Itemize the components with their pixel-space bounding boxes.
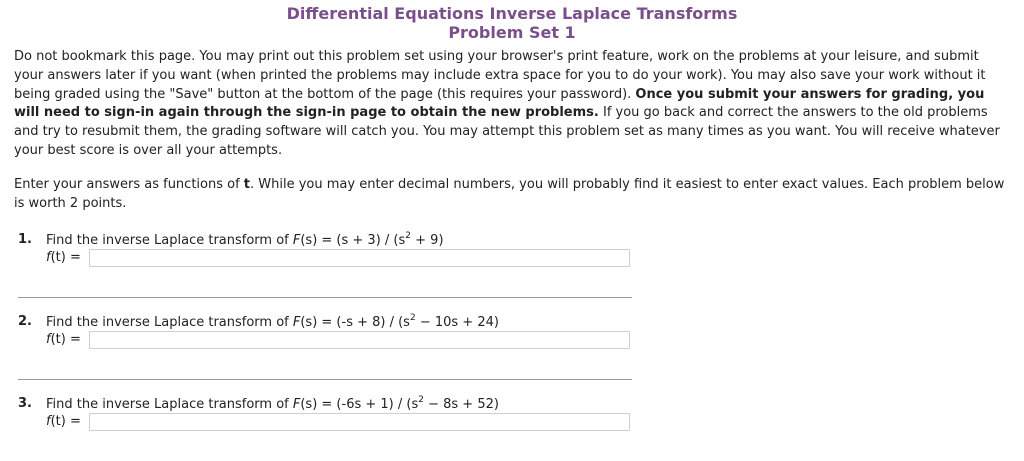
answer-input-3[interactable] [89, 413, 630, 431]
intro-text-2: If you go back and correct the answers to the old problems and try to resubmit them, the grading software will catch you. You may attempt this problem set as many times as you want. You will receive whatever your best score is over all your attempts. [14, 105, 1000, 158]
page-title: Differential Equations Inverse Laplace Transforms [286, 4, 738, 23]
answer-input-2[interactable] [89, 331, 630, 349]
problem-divider [18, 379, 632, 380]
instructions-variable: t [243, 177, 251, 192]
problem-statement: Find the inverse Laplace transform of $F(s) = (s + 3) / (s^2 + 9)$ [46, 230, 444, 248]
answer-label: f(t) = [46, 250, 81, 265]
problem-number: 2. [18, 314, 32, 329]
answer-row [46, 413, 89, 431]
answer-row [46, 249, 89, 267]
answer-label: f(t) = [46, 332, 81, 347]
problem-number: 3. [18, 396, 32, 411]
intro-bold-warning: Once you submit your answers for grading, you will need to sign-in again through the sign-in page to obtain the new problems. [14, 86, 985, 121]
problem-set-title: Problem Set 1 [448, 23, 576, 42]
answer-input-1[interactable] [89, 249, 630, 267]
problem-divider [18, 297, 632, 298]
page-header [0, 4, 1024, 42]
instructions-paragraph [14, 176, 1012, 214]
intro-paragraph [14, 48, 1012, 161]
problem-statement: Find the inverse Laplace transform of $F(s) = (-6s + 1) / (s^2 - 8s + 52)$ [46, 394, 499, 412]
instructions-text-1: Enter your answers as functions of [14, 177, 244, 192]
intro-text-1: Do not bookmark this page. You may print out this problem set using your browser's print feature, work on the problems at your leisure, and submit your answers later if you want (when printed the problems may include extra space for you to do your work). You may also save your work without it being graded using the "Save" button at the bottom of the page (this requires your password). [14, 49, 986, 102]
problem-statement: Find the inverse Laplace transform of $F(s) = (-s + 8) / (s^2 - 10s + 24)$ [46, 312, 499, 330]
answer-row [46, 331, 89, 349]
instructions-text-2: . While you may enter decimal numbers, you will probably find it easiest to enter exact values. Each problem below is worth 2 points. [14, 177, 1005, 211]
answer-label: f(t) = [46, 414, 81, 429]
problem-number: 1. [18, 232, 32, 247]
